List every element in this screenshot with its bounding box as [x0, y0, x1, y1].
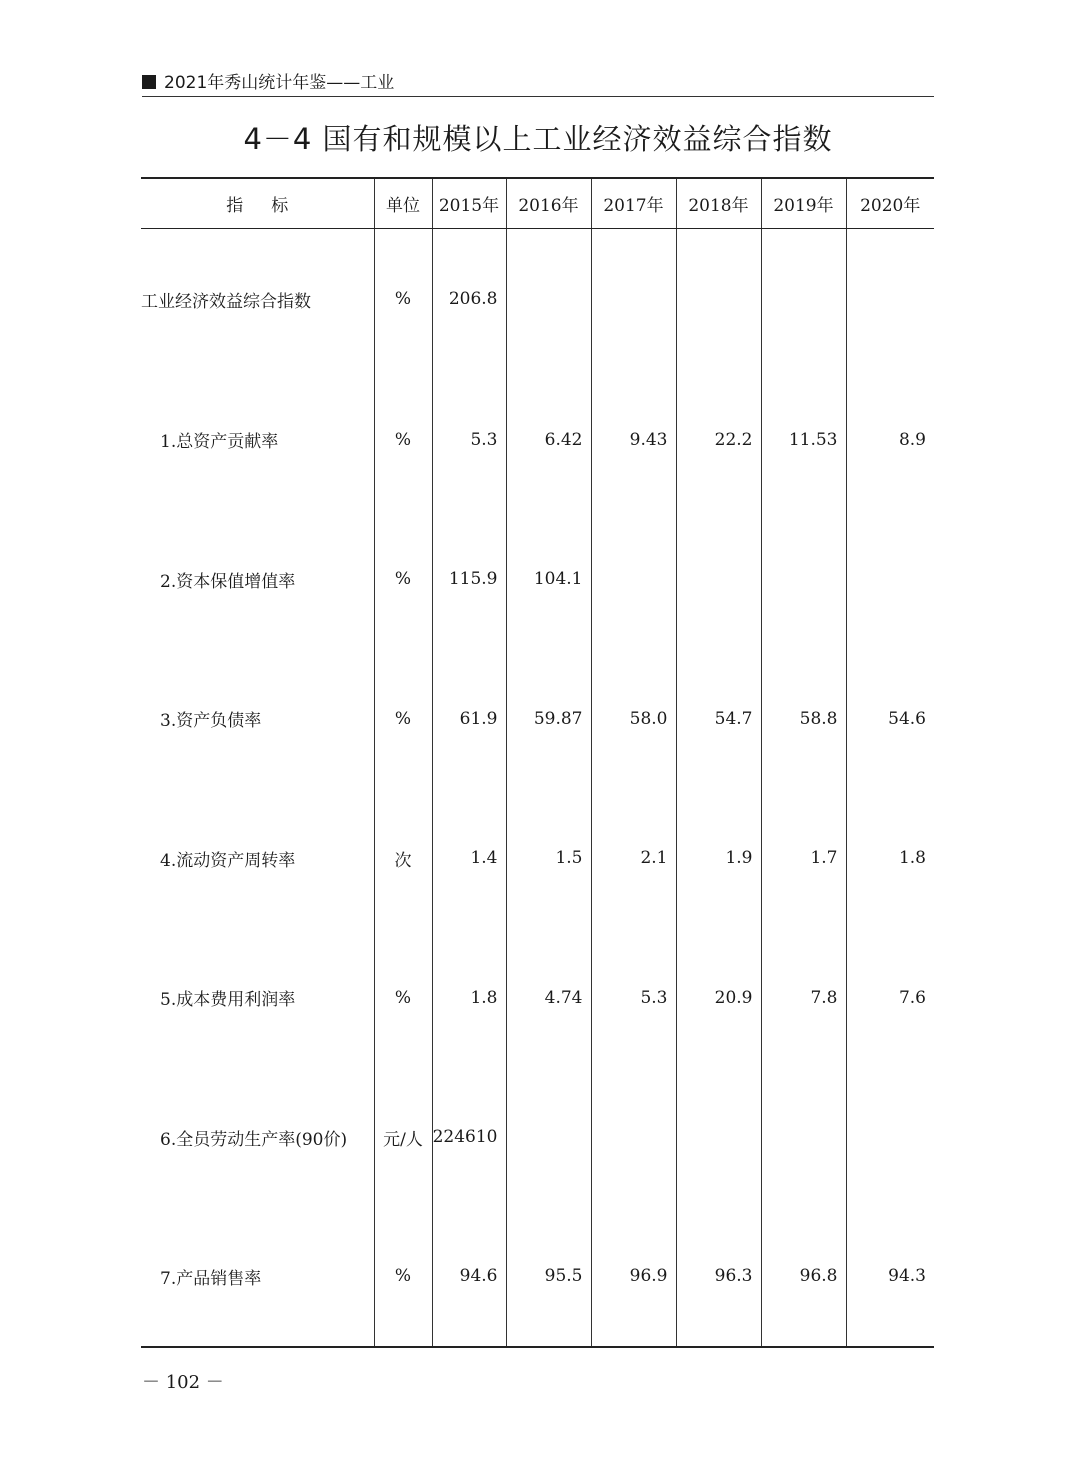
unit-cell: % [374, 510, 432, 650]
value-cell [676, 228, 761, 370]
unit-cell: % [374, 370, 432, 510]
value-cell [846, 1068, 934, 1208]
value-cell: 1.7 [761, 789, 846, 929]
value-cell: 1.4 [432, 789, 506, 929]
value-cell: 1.9 [676, 789, 761, 929]
unit-cell: % [374, 649, 432, 789]
indicator-label: 工业经济效益综合指数 [141, 291, 311, 312]
table-row [141, 928, 934, 1068]
value-cell: 94.6 [432, 1207, 506, 1347]
value-cell: 115.9 [432, 510, 506, 650]
unit-cell: % [374, 928, 432, 1068]
value-cell: 6.42 [506, 370, 591, 510]
value-cell [676, 1068, 761, 1208]
value-cell: 54.7 [676, 649, 761, 789]
unit-cell: 次 [374, 789, 432, 929]
indicator-label: 2.资本保值增值率 [160, 571, 296, 592]
running-head-text: 2021年秀山统计年鉴——工业 [164, 73, 395, 93]
value-cell: 104.1 [506, 510, 591, 650]
value-cell: 54.6 [846, 649, 934, 789]
value-cell: 206.8 [432, 228, 506, 370]
value-cell [506, 1068, 591, 1208]
indicator-label: 6.全员劳动生产率(90价) [160, 1129, 348, 1150]
value-cell: 7.6 [846, 928, 934, 1068]
page-number: － 102 － [142, 1372, 224, 1393]
value-cell: 224610 [432, 1068, 506, 1208]
value-cell: 5.3 [432, 370, 506, 510]
value-cell: 61.9 [432, 649, 506, 789]
value-cell: 96.3 [676, 1207, 761, 1347]
value-cell [591, 510, 676, 650]
value-cell: 96.9 [591, 1207, 676, 1347]
value-cell: 4.74 [506, 928, 591, 1068]
value-cell: 1.8 [846, 789, 934, 929]
table-row [141, 370, 934, 510]
header-indicator: 指标 [141, 178, 374, 228]
header-year: 2016年 [506, 178, 591, 228]
indicator-label: 1.总资产贡献率 [160, 432, 279, 453]
value-cell [761, 228, 846, 370]
value-cell [591, 228, 676, 370]
value-cell [761, 510, 846, 650]
value-cell: 59.87 [506, 649, 591, 789]
value-cell [846, 510, 934, 650]
value-cell: 58.8 [761, 649, 846, 789]
header-year: 2019年 [761, 178, 846, 228]
value-cell [506, 228, 591, 370]
value-cell: 11.53 [761, 370, 846, 510]
value-cell: 2.1 [591, 789, 676, 929]
table-row [141, 1068, 934, 1208]
table-row [141, 1207, 934, 1347]
value-cell: 22.2 [676, 370, 761, 510]
value-cell: 7.8 [761, 928, 846, 1068]
indicator-label: 7.产品销售率 [160, 1268, 262, 1289]
unit-cell: % [374, 228, 432, 370]
value-cell: 94.3 [846, 1207, 934, 1347]
data-table [141, 177, 934, 1348]
value-cell: 58.0 [591, 649, 676, 789]
value-cell [761, 1068, 846, 1208]
unit-cell: % [374, 1207, 432, 1347]
value-cell [846, 228, 934, 370]
running-head [142, 72, 934, 97]
table-row [141, 510, 934, 650]
table-row [141, 649, 934, 789]
table-row [141, 789, 934, 929]
value-cell: 1.8 [432, 928, 506, 1068]
unit-cell: 元/人 [374, 1068, 432, 1208]
indicator-label: 4.流动资产周转率 [160, 850, 296, 871]
header-year: 2020年 [846, 178, 934, 228]
value-cell: 8.9 [846, 370, 934, 510]
table-header-row [141, 178, 934, 228]
value-cell: 20.9 [676, 928, 761, 1068]
header-unit: 单位 [374, 178, 432, 228]
value-cell: 1.5 [506, 789, 591, 929]
black-square-icon [142, 75, 156, 89]
value-cell: 9.43 [591, 370, 676, 510]
value-cell: 96.8 [761, 1207, 846, 1347]
header-year: 2018年 [676, 178, 761, 228]
indicator-label: 3.资产负债率 [160, 711, 262, 732]
value-cell [591, 1068, 676, 1208]
header-year: 2017年 [591, 178, 676, 228]
table-row [141, 228, 934, 370]
value-cell: 5.3 [591, 928, 676, 1068]
header-year: 2015年 [432, 178, 506, 228]
page-title: 4－4 国有和规模以上工业经济效益综合指数 [243, 122, 833, 156]
value-cell: 95.5 [506, 1207, 591, 1347]
value-cell [676, 510, 761, 650]
indicator-label: 5.成本费用利润率 [160, 990, 296, 1011]
